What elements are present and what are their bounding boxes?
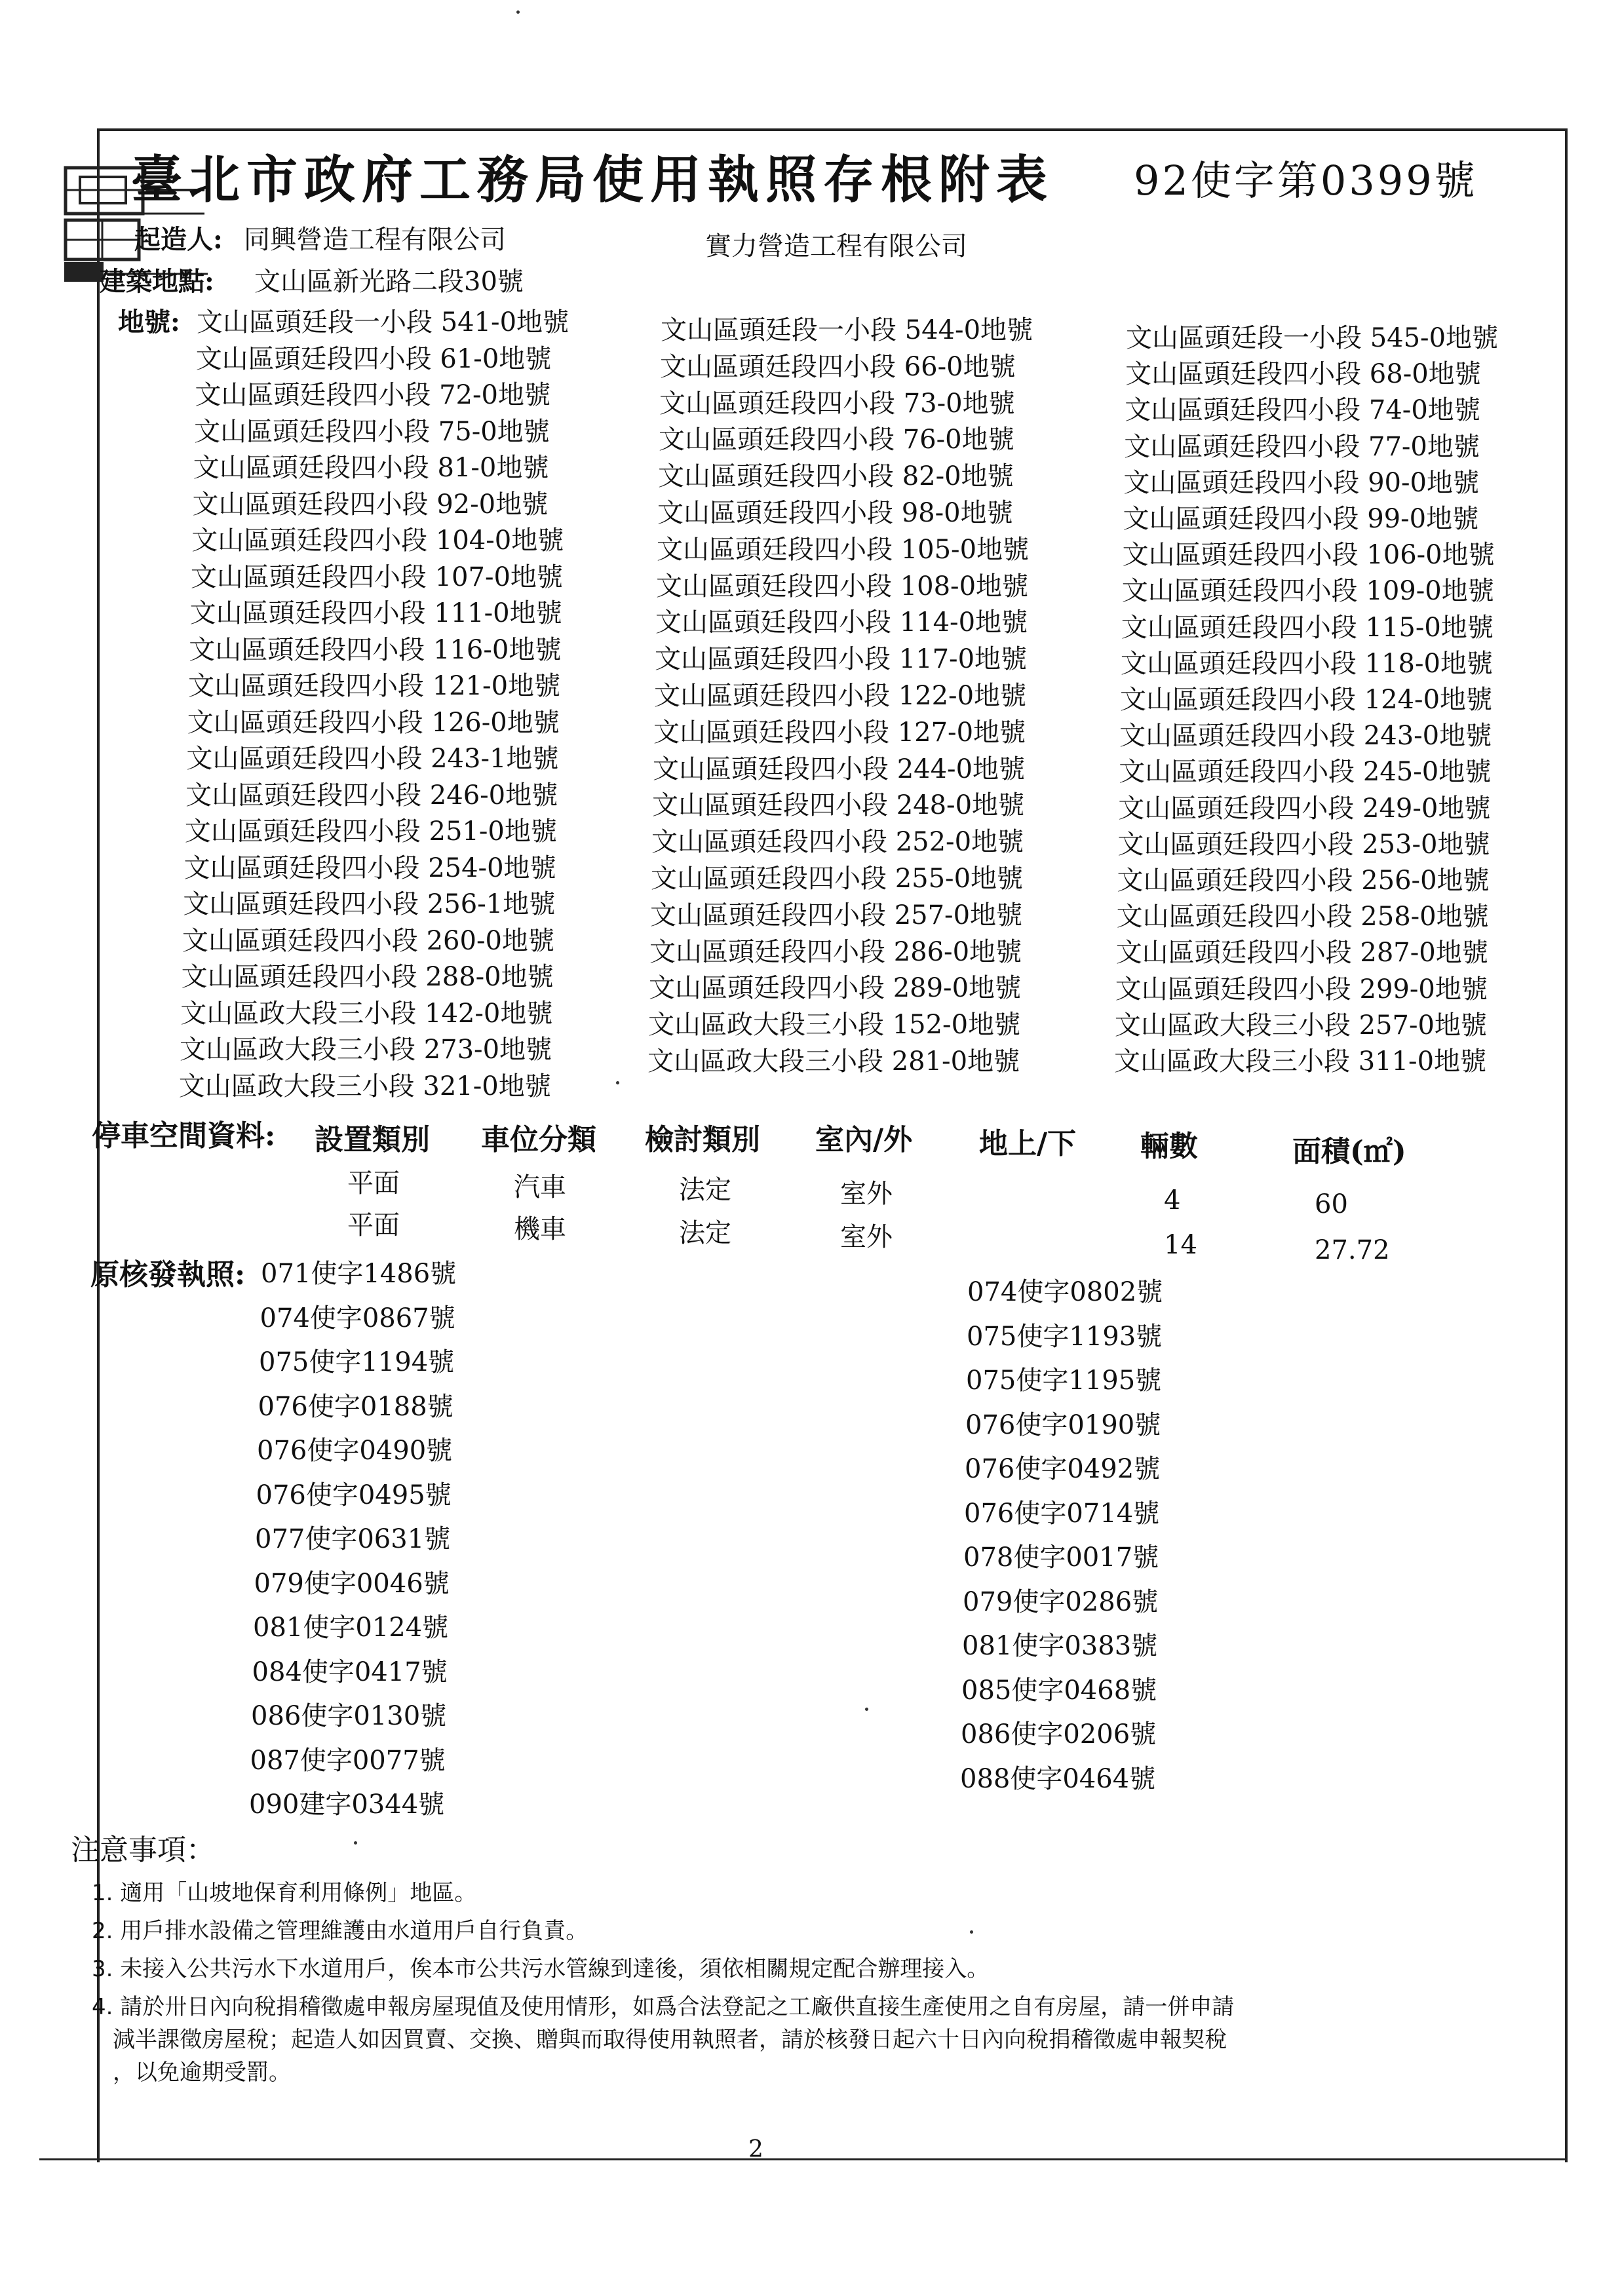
- lot-number-col2-8: 文山區頭廷段四小段 108-0地號: [656, 571, 1029, 602]
- lot-number-col2-11: 文山區頭廷段四小段 122-0地號: [654, 681, 1027, 711]
- parking-r1-area: 60: [1315, 1189, 1348, 1219]
- lot-number-col3-17: 文山區頭廷段四小段 258-0地號: [1116, 902, 1489, 932]
- lot-number-col3-8: 文山區頭廷段四小段 109-0地號: [1121, 576, 1494, 607]
- note-2: 2. 用戶排水設備之管理維護由水道用戶自行負責。: [92, 1918, 588, 1944]
- lot-number-col3-10: 文山區頭廷段四小段 118-0地號: [1120, 648, 1493, 679]
- original-permit-right-2: 075使字1193號: [967, 1321, 1163, 1352]
- original-permit-right-3: 075使字1195號: [966, 1366, 1162, 1396]
- lot-number-col2-7: 文山區頭廷段四小段 105-0地號: [657, 534, 1030, 565]
- original-permit-left-8: 079使字0046號: [254, 1568, 450, 1599]
- lot-number-col1-12: 文山區頭廷段四小段 126-0地號: [187, 707, 560, 738]
- note-1: 1. 適用「山坡地保育利用條例」地區。: [92, 1880, 477, 1906]
- location-label: 建築地點:: [100, 266, 214, 297]
- parking-header-review: 檢討類別: [645, 1123, 760, 1157]
- parking-header-area: 面積(㎡): [1292, 1135, 1406, 1168]
- parking-r2-area: 27.72: [1315, 1235, 1390, 1265]
- lot-number-col1-2: 文山區頭廷段四小段 61-0地號: [195, 343, 552, 374]
- lot-number-col1-4: 文山區頭廷段四小段 75-0地號: [194, 416, 550, 447]
- lot-number-col2-18: 文山區頭廷段四小段 286-0地號: [649, 936, 1022, 967]
- lot-number-col2-6: 文山區頭廷段四小段 98-0地號: [657, 498, 1013, 528]
- original-permit-right-11: 086使字0206號: [961, 1719, 1157, 1750]
- original-permits-label: 原核發執照:: [90, 1258, 246, 1292]
- parking-r2-indoor: 室外: [840, 1222, 893, 1252]
- lot-number-col2-1: 文山區頭廷段一小段 544-0地號: [661, 315, 1033, 345]
- parking-r1-category: 汽車: [514, 1172, 566, 1202]
- lot-number-col3-13: 文山區頭廷段四小段 245-0地號: [1119, 757, 1492, 788]
- parking-r2-review: 法定: [679, 1218, 731, 1248]
- lot-number-col1-14: 文山區頭廷段四小段 246-0地號: [185, 780, 558, 811]
- parking-header-count: 輛數: [1140, 1130, 1198, 1163]
- original-permit-right-12: 088使字0464號: [960, 1763, 1156, 1794]
- builder-label: 起造人:: [134, 224, 223, 255]
- lot-number-col3-12: 文山區頭廷段四小段 243-0地號: [1119, 721, 1492, 752]
- lot-number-col1-9: 文山區頭廷段四小段 111-0地號: [189, 598, 562, 628]
- original-permit-left-13: 090建字0344號: [249, 1789, 445, 1820]
- lot-number-col1-16: 文山區頭廷段四小段 254-0地號: [183, 852, 556, 883]
- lot-number-col1-10: 文山區頭廷段四小段 116-0地號: [189, 634, 562, 665]
- lot-number-col2-9: 文山區頭廷段四小段 114-0地號: [655, 607, 1028, 638]
- notes-title: 注意事項：: [71, 1833, 215, 1867]
- lot-number-col3-1: 文山區頭廷段一小段 545-0地號: [1126, 323, 1499, 353]
- location-value: 文山區新光路二段30號: [254, 267, 524, 297]
- lot-number-col1-17: 文山區頭廷段四小段 256-1地號: [183, 889, 556, 919]
- lot-number-col2-15: 文山區頭廷段四小段 252-0地號: [651, 827, 1024, 858]
- original-permit-right-4: 076使字0190號: [965, 1409, 1161, 1440]
- lot-number-col1-15: 文山區頭廷段四小段 251-0地號: [184, 816, 557, 847]
- lot-number-col2-12: 文山區頭廷段四小段 127-0地號: [653, 717, 1026, 748]
- lot-number-col2-5: 文山區頭廷段四小段 82-0地號: [658, 461, 1014, 492]
- lot-number-col1-5: 文山區頭廷段四小段 81-0地號: [193, 453, 549, 483]
- lot-number-col3-19: 文山區頭廷段四小段 299-0地號: [1115, 974, 1488, 1004]
- lot-number-col1-22: 文山區政大段三小段 321-0地號: [178, 1071, 551, 1101]
- lot-number-col1-20: 文山區政大段三小段 142-0地號: [180, 998, 553, 1029]
- note-3: 3. 未接入公共污水下水道用戶，俟本市公共污水管線到達後，須依相關規定配合辦理接入。: [92, 1956, 990, 1982]
- lot-number-col1-19: 文山區頭廷段四小段 288-0地號: [181, 962, 554, 992]
- original-permit-right-7: 078使字0017號: [963, 1542, 1159, 1573]
- lot-number-col2-10: 文山區頭廷段四小段 117-0地號: [655, 644, 1028, 675]
- lot-number-col2-14: 文山區頭廷段四小段 248-0地號: [652, 790, 1025, 821]
- lot-number-col1-6: 文山區頭廷段四小段 92-0地號: [192, 489, 549, 520]
- lot-number-col2-2: 文山區頭廷段四小段 66-0地號: [660, 351, 1016, 382]
- parking-header-indoor: 室內/外: [815, 1123, 913, 1157]
- lot-number-col3-4: 文山區頭廷段四小段 77-0地號: [1124, 431, 1480, 462]
- lot-number-col3-9: 文山區頭廷段四小段 115-0地號: [1121, 612, 1494, 643]
- lot-number-col3-3: 文山區頭廷段四小段 74-0地號: [1125, 395, 1480, 426]
- lot-number-col1-8: 文山區頭廷段四小段 107-0地號: [190, 562, 563, 592]
- builder-name-1: 同興營造工程有限公司: [244, 225, 506, 255]
- note-4: 4. 請於卅日內向稅捐稽徵處申報房屋現值及使用情形，如爲合法登記之工廠供直接生產使用之自有房屋，請一併申請: [92, 1994, 1235, 2020]
- parking-r1-count: 4: [1164, 1185, 1181, 1215]
- parking-r1-type: 平面: [347, 1168, 400, 1198]
- lot-number-col3-6: 文山區頭廷段四小段 99-0地號: [1123, 504, 1479, 534]
- lot-number-col1-3: 文山區頭廷段四小段 72-0地號: [195, 380, 550, 410]
- lot-number-col3-16: 文山區頭廷段四小段 256-0地號: [1117, 866, 1490, 896]
- lot-number-col2-4: 文山區頭廷段四小段 76-0地號: [659, 425, 1014, 455]
- lot-number-col3-2: 文山區頭廷段四小段 68-0地號: [1125, 359, 1481, 390]
- scan-speck: [616, 1081, 619, 1084]
- parking-label: 停車空間資料:: [92, 1119, 276, 1153]
- original-permit-left-7: 077使字0631號: [255, 1524, 451, 1554]
- original-permit-right-8: 079使字0286號: [963, 1586, 1159, 1617]
- original-permit-left-9: 081使字0124號: [253, 1613, 449, 1643]
- scan-speck: [354, 1841, 357, 1845]
- note-4-cont-2: ，以免逾期受罰。: [113, 2059, 291, 2086]
- parking-r2-type: 平面: [347, 1210, 400, 1240]
- lot-number-col3-21: 文山區政大段三小段 311-0地號: [1114, 1046, 1487, 1077]
- original-permit-left-5: 076使字0490號: [257, 1436, 453, 1466]
- permit-number: 92使字第0399號: [1134, 157, 1478, 204]
- original-permit-left-11: 086使字0130號: [251, 1701, 447, 1731]
- parking-r2-count: 14: [1164, 1230, 1197, 1260]
- parking-r1-review: 法定: [679, 1175, 731, 1205]
- lot-number-col1-11: 文山區頭廷段四小段 121-0地號: [188, 671, 561, 701]
- scan-speck: [970, 1930, 973, 1934]
- original-permit-left-12: 087使字0077號: [250, 1745, 446, 1776]
- lot-number-col2-13: 文山區頭廷段四小段 244-0地號: [653, 754, 1026, 784]
- lot-number-col3-11: 文山區頭廷段四小段 124-0地號: [1120, 685, 1493, 715]
- lot-number-col3-18: 文山區頭廷段四小段 287-0地號: [1115, 938, 1488, 968]
- lot-number-col1-13: 文山區頭廷段四小段 243-1地號: [186, 744, 559, 774]
- lot-number-col2-3: 文山區頭廷段四小段 73-0地號: [659, 388, 1015, 419]
- original-permit-right-9: 081使字0383號: [962, 1631, 1158, 1661]
- original-permit-left-3: 075使字1194號: [259, 1347, 455, 1377]
- original-permit-left-1: 071使字1486號: [261, 1259, 457, 1289]
- scan-speck: [516, 10, 520, 14]
- parking-header-level: 地上/下: [979, 1127, 1077, 1160]
- original-permit-right-6: 076使字0714號: [964, 1498, 1160, 1529]
- original-permit-right-1: 074使字0802號: [967, 1277, 1163, 1307]
- note-4-cont-1: 減半課徵房屋稅；起造人如因買賣、交換、贈與而取得使用執照者，請於核發日起六十日內向稅捐稽徵處申報契稅: [113, 2027, 1227, 2053]
- parking-r2-category: 機車: [514, 1214, 566, 1244]
- lot-number-col2-16: 文山區頭廷段四小段 255-0地號: [651, 864, 1024, 894]
- lot-number-col3-5: 文山區頭廷段四小段 90-0地號: [1123, 467, 1479, 498]
- lot-number-col3-20: 文山區政大段三小段 257-0地號: [1114, 1010, 1487, 1041]
- lot-number-col1-7: 文山區頭廷段四小段 104-0地號: [191, 526, 564, 556]
- parking-r1-indoor: 室外: [840, 1179, 893, 1209]
- lot-number-col1-18: 文山區頭廷段四小段 260-0地號: [182, 925, 554, 956]
- lot-number-col3-14: 文山區頭廷段四小段 249-0地號: [1118, 793, 1491, 824]
- original-permit-left-2: 074使字0867號: [260, 1303, 455, 1333]
- lot-number-col2-19: 文山區頭廷段四小段 289-0地號: [649, 973, 1022, 1004]
- lot-number-col2-21: 文山區政大段三小段 281-0地號: [647, 1046, 1020, 1077]
- parking-header-type: 設置類別: [315, 1123, 430, 1157]
- scan-speck: [865, 1708, 868, 1711]
- lot-number-col2-17: 文山區頭廷段四小段 257-0地號: [650, 900, 1023, 930]
- original-permit-left-10: 084使字0417號: [252, 1656, 448, 1687]
- original-permit-left-4: 076使字0188號: [258, 1391, 453, 1422]
- original-permit-left-6: 076使字0495號: [256, 1480, 452, 1510]
- parking-header-category: 車位分類: [481, 1123, 596, 1157]
- lot-number-col2-20: 文山區政大段三小段 152-0地號: [648, 1010, 1021, 1041]
- original-permit-right-10: 085使字0468號: [961, 1675, 1157, 1706]
- lot-number-col3-15: 文山區頭廷段四小段 253-0地號: [1117, 829, 1490, 860]
- lot-number-col1-1: 文山區頭廷段一小段 541-0地號: [197, 307, 569, 337]
- bottom-rule: [39, 2158, 1566, 2160]
- lot-number-col3-7: 文山區頭廷段四小段 106-0地號: [1122, 540, 1495, 571]
- page-number: 2: [748, 2136, 763, 2163]
- document-title: 臺北市政府工務局使用執照存根附表: [131, 150, 1054, 210]
- lot-number-col1-21: 文山區政大段三小段 273-0地號: [180, 1035, 552, 1065]
- original-permit-right-5: 076使字0492號: [965, 1454, 1161, 1484]
- lots-label: 地號:: [118, 307, 180, 337]
- builder-name-2: 實力營造工程有限公司: [705, 231, 967, 261]
